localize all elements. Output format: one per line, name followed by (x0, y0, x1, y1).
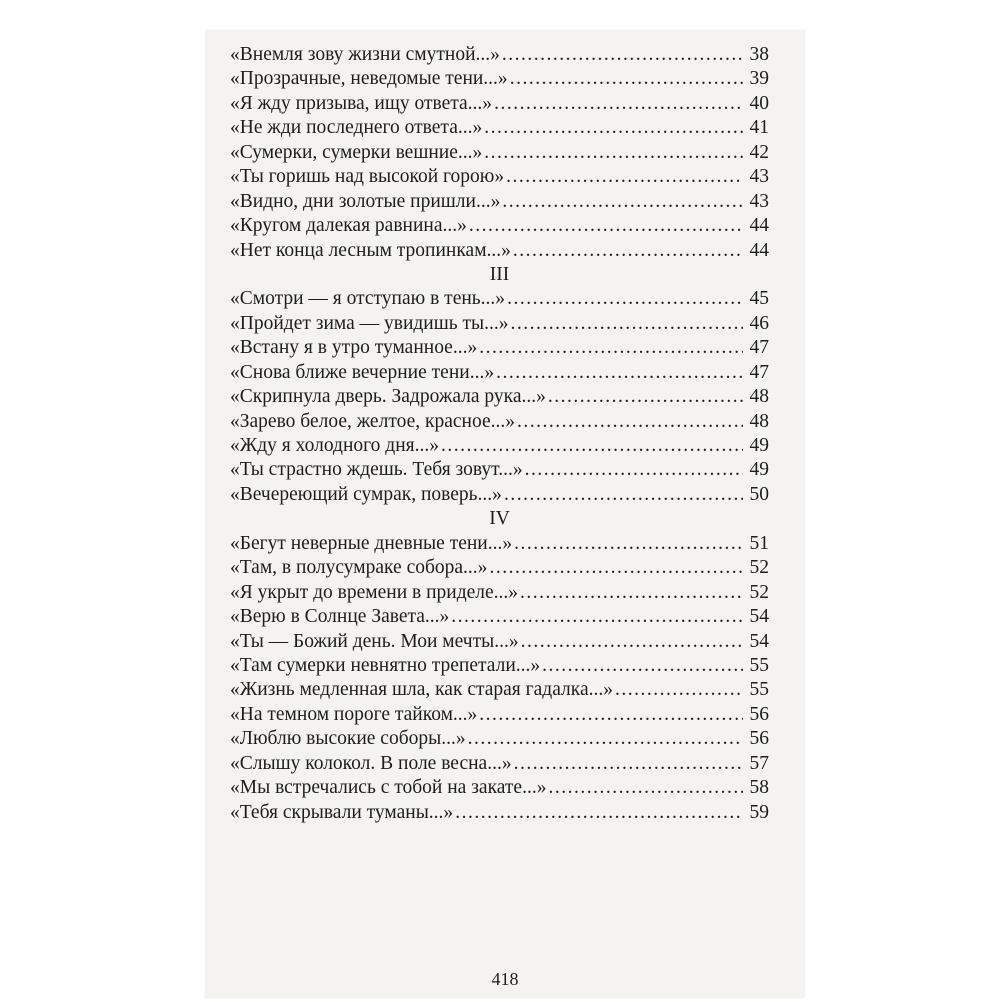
toc-entry (230, 67, 769, 91)
dot-leader (615, 678, 743, 702)
dot-leader (548, 385, 743, 409)
toc-entry (230, 630, 769, 654)
toc-block-1 (230, 43, 769, 263)
toc-entry (230, 385, 769, 409)
dot-leader (525, 458, 743, 482)
dot-leader (507, 287, 743, 311)
toc-entry-title: «Я укрыт до времени в приделе...» (230, 581, 520, 605)
dot-leader (494, 92, 743, 116)
toc-entry-title: «Скрипнула дверь. Задрожала рука...» (230, 385, 548, 409)
dot-leader (514, 752, 743, 776)
toc-entry-page: 49 (749, 435, 769, 456)
toc-entry (230, 556, 769, 580)
toc-entry-title: «Люблю высокие соборы...» (230, 727, 468, 751)
toc-entry-page: 43 (749, 190, 769, 212)
dot-leader (521, 630, 743, 654)
toc-block-2 (230, 287, 769, 507)
toc-entry (230, 483, 769, 507)
toc-entry (230, 776, 769, 800)
toc-entry-page: 50 (749, 483, 769, 505)
toc-entry-page: 56 (749, 728, 769, 750)
dot-leader (520, 581, 743, 605)
toc-entry-title: «Встану я в утро туманное...» (230, 336, 479, 360)
toc-entry-page: 46 (749, 312, 769, 334)
toc-entry-page: 55 (749, 679, 769, 701)
toc-entry (230, 361, 769, 385)
toc-entry (230, 336, 769, 360)
toc-entry (230, 752, 769, 776)
toc-entry (230, 287, 769, 311)
dot-leader (441, 434, 743, 458)
toc-entry-page: 47 (749, 361, 769, 383)
toc-entry-title: «Я жду призыва, ищу ответа...» (230, 92, 494, 116)
dot-leader (510, 67, 743, 91)
table-of-contents (230, 43, 769, 825)
toc-entry-page: 40 (749, 92, 769, 114)
dot-leader (517, 410, 743, 434)
toc-entry-title: «Тебя скрывали туманы...» (230, 801, 455, 825)
toc-entry-page: 48 (749, 410, 769, 432)
toc-entry (230, 116, 769, 140)
toc-entry (230, 458, 769, 482)
toc-entry-title: «Жду я холодного дня...» (230, 434, 441, 458)
toc-entry-page: 57 (749, 752, 769, 774)
toc-entry-page: 44 (749, 239, 769, 261)
page-number: 418 (491, 969, 519, 989)
toc-entry-title: «Видно, дни золотые пришли...» (230, 190, 502, 214)
toc-entry-page: 48 (749, 386, 769, 408)
toc-entry-title: «Мы встречались с тобой на закате...» (230, 776, 548, 800)
toc-entry-page: 44 (749, 215, 769, 237)
toc-entry-page: 47 (749, 337, 769, 359)
dot-leader (548, 776, 743, 800)
dot-leader (451, 605, 743, 629)
toc-entry-page: 59 (749, 801, 769, 823)
toc-entry-page: 54 (749, 606, 769, 628)
toc-entry-page: 54 (749, 630, 769, 652)
toc-entry-page: 45 (749, 288, 769, 310)
toc-entry-page: 55 (749, 654, 769, 676)
toc-entry-title: «Ты горишь над высокой горою» (230, 165, 506, 189)
dot-leader (504, 483, 743, 507)
toc-entry-page: 43 (749, 166, 769, 188)
toc-entry-title: «Там сумерки невнятно трепетали...» (230, 654, 542, 678)
dot-leader (484, 116, 743, 140)
toc-entry (230, 605, 769, 629)
toc-entry (230, 214, 769, 238)
toc-entry-title: «Бегут неверные дневные тени...» (230, 532, 514, 556)
toc-entry (230, 239, 769, 263)
toc-entry-title: «Внемля зову жизни смутной...» (230, 43, 502, 67)
dot-leader (514, 532, 743, 556)
toc-entry-title: «Ты — Божий день. Мои мечты...» (230, 630, 521, 654)
toc-entry (230, 727, 769, 751)
toc-entry-title: «Нет конца лесным тропинкам...» (230, 239, 513, 263)
toc-entry (230, 410, 769, 434)
toc-entry (230, 434, 769, 458)
toc-entry (230, 92, 769, 116)
toc-entry-page: 56 (749, 703, 769, 725)
toc-entry-page: 41 (749, 117, 769, 139)
dot-leader (496, 361, 743, 385)
toc-entry (230, 43, 769, 67)
toc-entry-title: «Пройдет зима — увидишь ты...» (230, 312, 511, 336)
toc-entry-page: 42 (749, 141, 769, 163)
toc-entry-title: «Смотри — я отступаю в тень...» (230, 287, 507, 311)
toc-entry (230, 703, 769, 727)
toc-entry (230, 165, 769, 189)
toc-entry-title: «Кругом далекая равнина...» (230, 214, 469, 238)
dot-leader (506, 165, 743, 189)
toc-entry (230, 801, 769, 825)
toc-entry (230, 654, 769, 678)
toc-entry-title: «Ты страстно ждешь. Тебя зовут...» (230, 458, 525, 482)
toc-entry-page: 51 (749, 532, 769, 554)
toc-entry-title: «На темном пороге тайком...» (230, 703, 479, 727)
dot-leader (479, 703, 743, 727)
toc-entry (230, 312, 769, 336)
section-heading-3: III (489, 263, 510, 285)
toc-entry-page: 52 (749, 581, 769, 603)
toc-entry (230, 141, 769, 165)
dot-leader (513, 239, 743, 263)
dot-leader (542, 654, 743, 678)
dot-leader (469, 214, 743, 238)
toc-entry-title: «Слышу колокол. В поле весна...» (230, 752, 514, 776)
toc-entry-title: «Снова ближе вечерние тени...» (230, 361, 496, 385)
dot-leader (468, 727, 743, 751)
toc-entry (230, 532, 769, 556)
dot-leader (484, 141, 743, 165)
toc-entry (230, 190, 769, 214)
dot-leader (455, 801, 743, 825)
toc-entry-title: «Прозрачные, неведомые тени...» (230, 67, 510, 91)
dot-leader (502, 190, 743, 214)
dot-leader (479, 336, 743, 360)
toc-entry-page: 49 (749, 459, 769, 481)
toc-entry-page: 38 (749, 44, 769, 65)
toc-entry (230, 581, 769, 605)
toc-entry-title: «Жизнь медленная шла, как старая гадалка...» (230, 678, 615, 702)
toc-block-3 (230, 532, 769, 825)
toc-entry-title: «Сумерки, сумерки вешние...» (230, 141, 484, 165)
dot-leader (511, 312, 743, 336)
toc-entry-page: 39 (749, 68, 769, 90)
toc-entry-title: «Зарево белое, желтое, красное...» (230, 410, 517, 434)
dot-leader (489, 556, 743, 580)
toc-entry-title: «Там, в полусумраке собора...» (230, 556, 489, 580)
toc-entry (230, 678, 769, 702)
toc-entry-title: «Верю в Солнце Завета...» (230, 605, 451, 629)
toc-entry-title: «Не жди последнего ответа...» (230, 116, 484, 140)
toc-entry-title: «Вечереющий сумрак, поверь...» (230, 483, 504, 507)
toc-entry-page: 58 (749, 777, 769, 799)
section-heading-4: IV (489, 508, 510, 530)
dot-leader (502, 43, 743, 67)
toc-entry-page: 52 (749, 557, 769, 579)
